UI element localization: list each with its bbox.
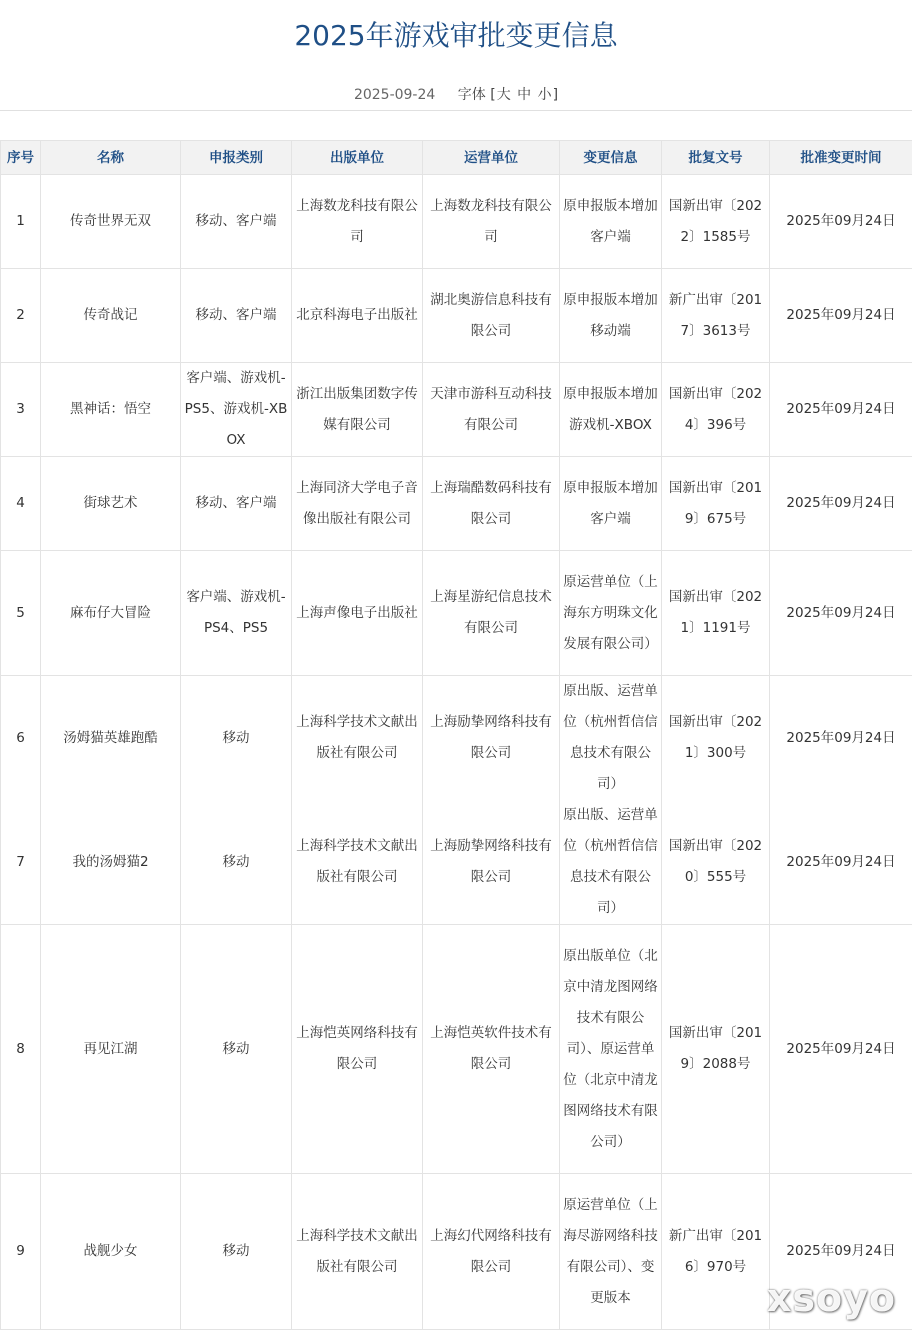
- font-size-switcher: [458, 87, 558, 103]
- game-name: 麻布仔大冒险: [41, 551, 181, 676]
- font-size-bracket-close: ]: [552, 87, 559, 103]
- table-row: [1, 551, 912, 676]
- operator: 上海励挚网络科技有限公司: [423, 800, 560, 925]
- row-index: 8: [1, 925, 41, 1174]
- publish-date: 2025-09-24: [353, 87, 436, 103]
- approval-number: 国新出审〔2020〕555号: [662, 800, 770, 925]
- approval-date: 2025年09月24日: [770, 269, 912, 363]
- game-name: 我的汤姆猫2: [41, 800, 181, 925]
- approval-number: 国新出审〔2021〕1191号: [662, 551, 770, 676]
- header-name: 名称: [41, 141, 181, 175]
- publisher: 上海科学技术文献出版社有限公司: [292, 800, 423, 925]
- category: 客户端、游戏机-PS5、游戏机-XBOX: [181, 363, 292, 457]
- approval-date: 2025年09月24日: [770, 800, 912, 925]
- header-change-info: 变更信息: [560, 141, 662, 175]
- change-info: 原出版、运营单位（杭州哲信信息技术有限公司）: [560, 676, 662, 801]
- approval-number: 国新出审〔2019〕675号: [662, 457, 770, 551]
- change-info: 原运营单位（上海尽游网络科技有限公司）、变更版本: [560, 1174, 662, 1330]
- category: 移动、客户端: [181, 269, 292, 363]
- row-index: 5: [1, 551, 41, 676]
- game-name: 黑神话：悟空: [41, 363, 181, 457]
- operator: 上海幻代网络科技有限公司: [423, 1174, 560, 1330]
- change-info: 原申报版本增加客户端: [560, 457, 662, 551]
- change-info: 原出版、运营单位（杭州哲信信息技术有限公司）: [560, 800, 662, 925]
- operator: 上海恺英软件技术有限公司: [423, 925, 560, 1174]
- article-meta: [0, 84, 912, 104]
- approval-number: 新广出审〔2017〕3613号: [662, 269, 770, 363]
- category: 移动: [181, 676, 292, 801]
- approval-date: 2025年09月24日: [770, 363, 912, 457]
- operator: 上海数龙科技有限公司: [423, 175, 560, 269]
- publisher: 上海同济大学电子音像出版社有限公司: [292, 457, 423, 551]
- category: 移动: [181, 800, 292, 925]
- table-row: [1, 676, 912, 801]
- operator: 天津市游科互动科技有限公司: [423, 363, 560, 457]
- approval-number: 国新出审〔2024〕396号: [662, 363, 770, 457]
- approval-date: 2025年09月24日: [770, 925, 912, 1174]
- publisher: 上海恺英网络科技有限公司: [292, 925, 423, 1174]
- change-info: 原出版单位（北京中清龙图网络技术有限公司）、原运营单位（北京中清龙图网络技术有限公司）: [560, 925, 662, 1174]
- game-name: 战舰少女: [41, 1174, 181, 1330]
- change-info: 原运营单位（上海东方明珠文化发展有限公司）: [560, 551, 662, 676]
- approval-date: 2025年09月24日: [770, 457, 912, 551]
- game-name: 传奇战记: [41, 269, 181, 363]
- publisher: 上海声像电子出版社: [292, 551, 423, 676]
- table-row: [1, 457, 912, 551]
- table-header-row: [1, 141, 912, 175]
- row-index: 9: [1, 1174, 41, 1330]
- row-index: 2: [1, 269, 41, 363]
- font-size-large-button[interactable]: 大: [496, 87, 511, 103]
- approval-date: 2025年09月24日: [770, 676, 912, 801]
- font-size-bracket-open: [: [490, 87, 496, 103]
- operator: 上海瑞酷数码科技有限公司: [423, 457, 560, 551]
- publisher: 北京科海电子出版社: [292, 269, 423, 363]
- operator: 湖北奥游信息科技有限公司: [423, 269, 560, 363]
- change-info: 原申报版本增加客户端: [560, 175, 662, 269]
- table-row: [1, 269, 912, 363]
- font-size-medium-button[interactable]: 中: [517, 87, 532, 103]
- table-row: [1, 800, 912, 925]
- row-index: 1: [1, 175, 41, 269]
- publisher: 上海科学技术文献出版社有限公司: [292, 1174, 423, 1330]
- header-approval-date: 批准变更时间: [770, 141, 912, 175]
- title-divider: [0, 110, 912, 111]
- publisher: 浙江出版集团数字传媒有限公司: [292, 363, 423, 457]
- font-size-label: 字体: [457, 87, 486, 103]
- change-info: 原申报版本增加移动端: [560, 269, 662, 363]
- table-row: [1, 363, 912, 457]
- row-index: 6: [1, 676, 41, 801]
- row-index: 4: [1, 457, 41, 551]
- approval-table: [0, 140, 912, 1330]
- row-index: 3: [1, 363, 41, 457]
- header-index: 序号: [1, 141, 41, 175]
- table-row: [1, 175, 912, 269]
- approval-date: 2025年09月24日: [770, 1174, 912, 1330]
- font-size-small-button[interactable]: 小: [537, 87, 552, 103]
- page-title: 2025年游戏审批变更信息: [294, 19, 618, 52]
- publisher: 上海数龙科技有限公司: [292, 175, 423, 269]
- approval-date: 2025年09月24日: [770, 175, 912, 269]
- header-publisher: 出版单位: [292, 141, 423, 175]
- category: 移动: [181, 1174, 292, 1330]
- watermark-logo: xsoyo: [766, 1276, 896, 1320]
- game-name: 传奇世界无双: [41, 175, 181, 269]
- table-row: [1, 925, 912, 1174]
- category: 移动: [181, 925, 292, 1174]
- operator: 上海励挚网络科技有限公司: [423, 676, 560, 801]
- header-approval-number: 批复文号: [662, 141, 770, 175]
- category: 移动、客户端: [181, 457, 292, 551]
- row-index: 7: [1, 800, 41, 925]
- change-info: 原申报版本增加游戏机-XBOX: [560, 363, 662, 457]
- approval-number: 国新出审〔2022〕1585号: [662, 175, 770, 269]
- approval-number: 国新出审〔2019〕2088号: [662, 925, 770, 1174]
- header-operator: 运营单位: [423, 141, 560, 175]
- approval-number: 国新出审〔2021〕300号: [662, 676, 770, 801]
- game-name: 街球艺术: [41, 457, 181, 551]
- category: 移动、客户端: [181, 175, 292, 269]
- approval-date: 2025年09月24日: [770, 551, 912, 676]
- game-name: 再见江湖: [41, 925, 181, 1174]
- approval-number: 新广出审〔2016〕970号: [662, 1174, 770, 1330]
- publisher: 上海科学技术文献出版社有限公司: [292, 676, 423, 801]
- operator: 上海星游纪信息技术有限公司: [423, 551, 560, 676]
- category: 客户端、游戏机-PS4、PS5: [181, 551, 292, 676]
- header-category: 申报类别: [181, 141, 292, 175]
- game-name: 汤姆猫英雄跑酷: [41, 676, 181, 801]
